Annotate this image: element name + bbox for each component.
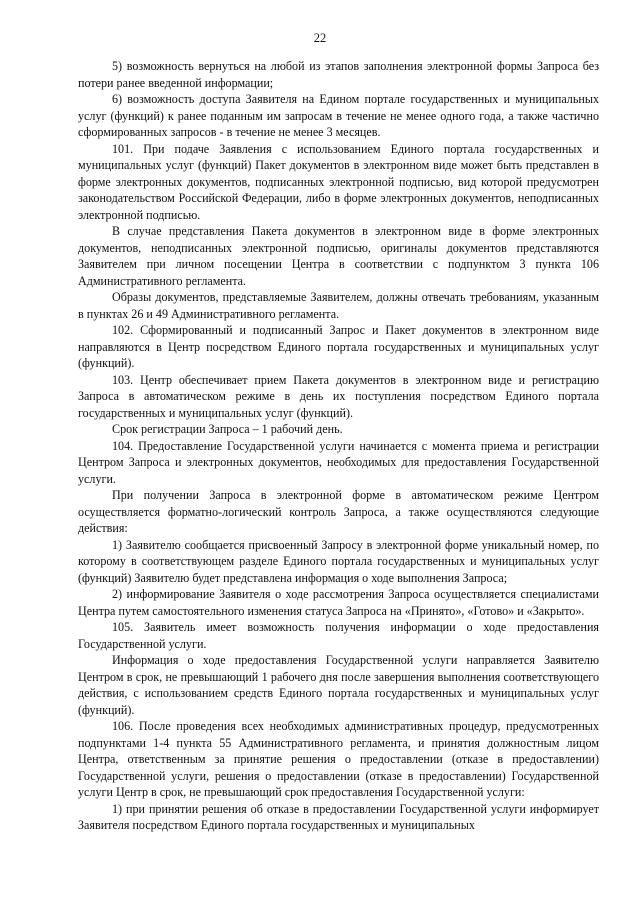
page-number: 22 [313, 31, 327, 45]
paragraph: 1) Заявителю сообщается присвоенный Запросу в электронной форме уникальный номер, по которому в соответствующем разделе Единого портала государственных и муниципальных услуг (функций) Заявителю будет представлена информация о ходе выполнения Запроса; [78, 537, 599, 585]
paragraph: 2) информирование Заявителя о ходе рассмотрения Запроса осуществляется специалистами Центра путем самостоятельного изменения статуса Запроса на «Принято», «Готово» и «Закрыто». [78, 587, 599, 618]
paragraph: 104. Предоставление Государственной услуги начинается с момента приема и регистрации Центром Запроса и электронных документов, необходимых для предоставления Государственной услуги. [78, 438, 599, 486]
paragraph: При получении Запроса в электронной форме в автоматическом режиме Центром осуществляется форматно-логический контроль Запроса, а также осуществляются следующие действия: [78, 488, 599, 535]
paragraph: Срок регистрации Запроса – 1 рабочий день. [112, 422, 343, 436]
paragraph: Информация о ходе предоставления Государственной услуги направляется Заявителю Центром в срок, не превышающий 1 рабочего дня после завершения выполнения соответствующего действия, с использованием средств Единого портала государственных и муниципальных услуг (функций). [78, 653, 599, 717]
paragraph: 5) возможность вернуться на любой из этапов заполнения электронной формы Запроса без потери ранее введенной информации; [78, 59, 599, 90]
paragraph: 105. Заявитель имеет возможность получения информации о ходе предоставления Государственной услуги. [78, 620, 599, 651]
paragraph: 101. При подаче Заявления с использованием Единого портала государственных и муниципальных услуг (функций) Пакет документов в электронном виде может быть представлен в форме электронных документов, подписанных электронной подписью, вид которой предусмотрен законодательством Российской Федерации, либо в форме электронных документов, неподписанных электронной подписью. [78, 141, 599, 222]
paragraph: В случае представления Пакета документов в электронном виде в форме электронных документов, неподписанных электронной подписью, оригиналы документов представляются Заявителем при личном посещении Центра в соответствии с подпунктом 3 пункта 106 Административного регламента. [78, 224, 599, 288]
paragraph: 103. Центр обеспечивает прием Пакета документов в электронном виде и регистрацию Запроса в автоматическом режиме в день их поступления посредством Единого портала государственных и муниципальных услуг (функций). [78, 372, 599, 420]
paragraph: 102. Сформированный и подписанный Запрос и Пакет документов в электронном виде направляются в Центр посредством Единого портала государственных и муниципальных услуг (функций). [78, 323, 599, 370]
paragraph: 6) возможность доступа Заявителя на Едином портале государственных и муниципальных услуг (функций) к ранее поданным им запросам в течение не менее одного года, а также частично сформированных запросов - в течение не менее 3 месяцев. [78, 92, 599, 139]
document-body [78, 58, 599, 834]
paragraph: Образы документов, представляемые Заявителем, должны отвечать требованиям, указанным в пунктах 26 и 49 Административного регламента. [78, 290, 599, 321]
paragraph: 1) при принятии решения об отказе в предоставлении Государственной услуги информирует Заявителя посредством Единого портала государственных и муниципальных [78, 801, 599, 832]
paragraph: 106. После проведения всех необходимых административных процедур, предусмотренных подпунктами 1-4 пункта 55 Административного регламента, и принятия должностным лицом Центра, ответственным за принятие решения о предоставлении (отказе в предоставлении) Государственной услуги, решения о предоставлении (отказе в предоставлении) Государственной услуги Центр в срок, не превышающий срок предоставления Государственной услуги: [78, 719, 599, 799]
